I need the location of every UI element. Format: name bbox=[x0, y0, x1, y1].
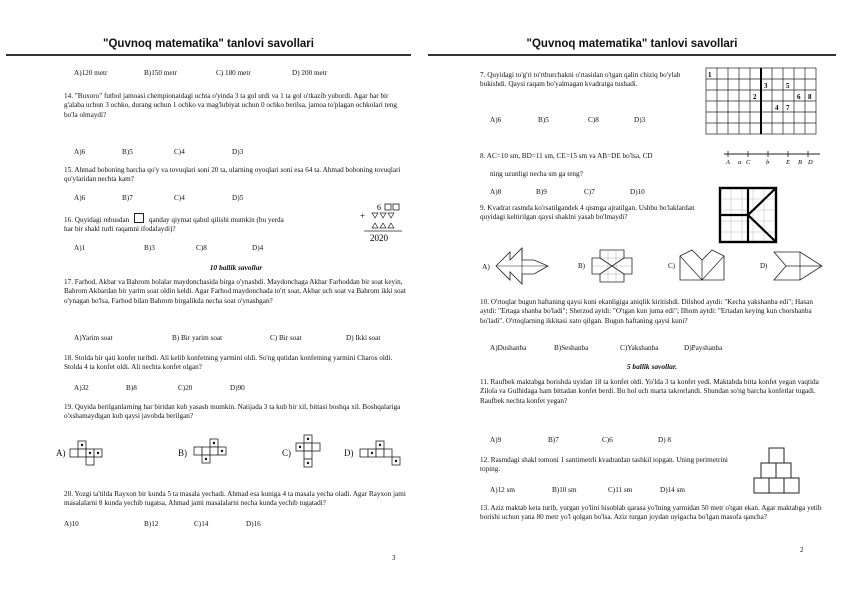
question-14: 14. "Buxoro" futbol jamoasi chempionatdagi uchta o'yinda 3 ta gol urdi va 1 ta gol o'tkazib yubordi. Agar har bir g'alaba uchun 3 ochko, durang uchun 1 ochko va mag'lubiyat uchun 0 ochko berilsa, jamoa to'plagan ochkolari teng bo'la olmaydi? bbox=[64, 92, 398, 119]
net-label-a: A) bbox=[56, 448, 66, 458]
left-page bbox=[6, 8, 411, 588]
question-15: 15. Ahmad boboning barcha qo'y va tovuqlari soni 20 ta, ularning oyoqlari soni esa 64 ta. Ahmad boboning tovuqlari qo'ylaridan nechta kam? bbox=[64, 166, 401, 184]
option-a: A)6 bbox=[74, 194, 86, 202]
option-a: A)8 bbox=[490, 188, 502, 196]
page-title: "Quvnoq matematika" tanlovi savollari bbox=[526, 38, 738, 50]
option-a: A)120 metr bbox=[74, 69, 108, 77]
option-c: C) Bir soat bbox=[270, 334, 302, 342]
option-d: D) Ikki soat bbox=[346, 334, 381, 342]
q17-options bbox=[74, 334, 380, 342]
cube-nets bbox=[56, 434, 406, 474]
grid-label: 7 bbox=[786, 104, 790, 112]
point-label: E bbox=[786, 159, 790, 166]
folding-grid-figure bbox=[704, 66, 820, 138]
title-rule bbox=[428, 54, 836, 56]
section-heading-5: 5 ballik savollar. bbox=[626, 362, 678, 371]
question-11: 11. Raufbek maktabga borishda uyidan 18 ta konfet oldi. Yo'lda 3 ta konfet yedi. Maktabda bitta konfet yegan vaqtida Zilola va Gulhidaga ham bittadan konfet berdi. Bu hol uch marta takrorlandi. Shundan so'ng barcha konfetlar tugadi. Raufbek nechta konfet yegan? bbox=[480, 378, 819, 405]
section-heading-10: 10 ballik savollar bbox=[209, 263, 263, 272]
option-c: C)4 bbox=[174, 194, 185, 202]
option-c: C)Yakshanba bbox=[620, 344, 659, 352]
option-b: B)9 bbox=[536, 188, 547, 196]
segment-line-figure bbox=[722, 146, 822, 166]
question-8: 8. AC=10 sm, BD=11 sm, CE=15 sm va AB=DE bo'lsa, CD bbox=[480, 152, 653, 160]
question-10: 10. O'rtoqlar bugun haftaning qaysi kuni ekanligiga aniqlik kiritishdi. Dilshod aytdi: "Kecha yakshanba edi"; Hasan aytdi: "Ertaga shanba bo'ladi"; Sherzod aytdi: "O'tgan kun juma edi"; Ilhom aytdi: "Ertadan keying kun chorshanba bo'ladi". O'rtoqlarning ikkitasi xato qilgan. Bugun haftaning qaysi kuni? bbox=[480, 298, 813, 325]
net-label-d: D) bbox=[344, 448, 354, 458]
option-c: C)11 sm bbox=[608, 486, 633, 494]
question-19: 19. Quyida berilganlarning har biridan kub yasash mumkin. Natijada 3 ta kub bir xil, bittasi boshqa xil. Boshqalariga o'xshamaydigan kub qaysi javobda berilgan? bbox=[64, 403, 401, 421]
point-label: a bbox=[738, 159, 742, 166]
option-d: D) 8 bbox=[658, 436, 671, 444]
option-b: B)10 sm bbox=[552, 486, 577, 494]
option-b: B)5 bbox=[122, 148, 133, 156]
grid-label: 1 bbox=[708, 71, 712, 79]
rebus-figure bbox=[358, 202, 410, 246]
option-b: B)5 bbox=[538, 116, 549, 124]
option-b: B) Bir yarim soat bbox=[172, 334, 223, 342]
q8-options bbox=[490, 188, 645, 196]
option-d: D)3 bbox=[232, 148, 244, 156]
shape-options bbox=[480, 246, 825, 286]
point-label: A bbox=[726, 159, 730, 166]
grid-label: 2 bbox=[753, 93, 757, 101]
option-a: A)32 bbox=[74, 384, 89, 392]
option-a: A)Dushanba bbox=[490, 344, 527, 352]
option-c: C)4 bbox=[174, 148, 185, 156]
option-d: D) 200 metr bbox=[292, 69, 328, 77]
question-20: 20. Yozgi ta'tilda Rayxon bir kunda 5 ta masala yechadi. Ahmad esa kuniga 4 ta masala yecha oladi. Agar Rayxon jami masalalarni 8 kunda yechib tugatsa, Ahmad jami masalalarni necha kunda yechib tugatadi? bbox=[64, 490, 406, 508]
page-number: 2 bbox=[800, 546, 804, 554]
title-rule bbox=[6, 54, 411, 56]
shape-label-c: C) bbox=[668, 262, 675, 270]
square-symbol bbox=[134, 213, 144, 223]
net-label-b: B) bbox=[178, 448, 187, 458]
q16-options bbox=[74, 244, 263, 252]
q20-options bbox=[64, 520, 261, 528]
option-d: D)5 bbox=[232, 194, 244, 202]
grid-label: 8 bbox=[808, 93, 812, 101]
option-b: B)12 bbox=[144, 520, 159, 528]
option-d: D)10 bbox=[630, 188, 645, 196]
shape-label-d: D) bbox=[760, 262, 768, 270]
cube-net-d bbox=[358, 440, 404, 466]
question-8-cont: ning uzunligi necha sm ga teng? bbox=[490, 170, 583, 178]
page-number: 3 bbox=[392, 554, 396, 562]
shape-label-b: B) bbox=[578, 262, 585, 270]
point-label: b bbox=[766, 159, 770, 166]
point-label: D bbox=[808, 159, 813, 166]
rebus-plus: + bbox=[360, 211, 366, 221]
net-label-c: C) bbox=[282, 448, 291, 458]
option-c: C)20 bbox=[178, 384, 193, 392]
q15-options bbox=[74, 194, 243, 202]
option-b: B)3 bbox=[144, 244, 155, 252]
option-d: D)Payshanba bbox=[684, 344, 723, 352]
divided-square-figure bbox=[718, 186, 780, 244]
option-a: A)12 sm bbox=[490, 486, 515, 494]
shape-a bbox=[494, 246, 550, 286]
option-d: D)16 bbox=[246, 520, 261, 528]
cube-net-a bbox=[68, 440, 114, 466]
question-18: 18. Stolda bir qati konfet turibdi. Ali kelib konfetning yarmini oldi. So'ng qutidan konfetning yarmini Charos oldi. Stolda 4 ta konfet oldi. Ali nechta konfet olgan? bbox=[64, 354, 393, 372]
option-c: C)8 bbox=[588, 116, 599, 124]
option-a: A)6 bbox=[74, 148, 86, 156]
stacked-squares-figure bbox=[752, 446, 802, 496]
shape-d bbox=[772, 248, 824, 284]
question-9: 9. Kvadrat rasmda ko'rsatilgandek 4 qismga ajratilgan. Ushbu bo'laklardan quyidagi keltirilgan qaysi shaklni yasab bo'lmaydi? bbox=[480, 204, 695, 222]
option-a: A)9 bbox=[490, 436, 502, 444]
option-d: D)90 bbox=[230, 384, 245, 392]
point-label: C bbox=[746, 159, 751, 166]
shape-label-a: A) bbox=[482, 262, 490, 271]
q10-options bbox=[490, 344, 722, 352]
option-d: D)3 bbox=[634, 116, 646, 124]
cube-net-b bbox=[192, 438, 238, 468]
grid-label: 3 bbox=[764, 82, 768, 90]
q18-options bbox=[74, 384, 245, 392]
cube-net-c bbox=[294, 434, 324, 472]
option-c: C)8 bbox=[196, 244, 207, 252]
q11-options bbox=[490, 436, 671, 444]
option-b: B)Seshanba bbox=[554, 344, 589, 352]
right-page bbox=[428, 8, 836, 588]
option-d: D)14 sm bbox=[660, 486, 685, 494]
option-c: C)14 bbox=[194, 520, 209, 528]
point-label: B bbox=[798, 159, 802, 166]
question-12: 12. Rasmdagi shakl tomoni 1 santimetrli kvadratdan tashkil topgan. Uning perimetrini toping. bbox=[480, 456, 728, 474]
q12-options bbox=[490, 486, 685, 494]
grid-label: 4 bbox=[775, 104, 779, 112]
question-16: 16. Quyidagi rebusdan qanday qiymat qabul qilishi mumkin (bu yerda har bir shakl turli raqamni ifodalaydi)? bbox=[64, 213, 354, 235]
question-7: 7. Quyidagi to'g'ri to'rtburchakni o'rtasidan o'tgan qalin chiziq bo'ylab bukishdi. Qaysi raqam bo'yalmagan kvadratga tushadi. bbox=[480, 71, 681, 89]
option-a: A)6 bbox=[490, 116, 502, 124]
rebus-digit: 6 bbox=[377, 203, 381, 212]
option-c: C)7 bbox=[584, 188, 595, 196]
grid-label: 5 bbox=[786, 82, 790, 90]
page-title: "Quvnoq matematika" tanlovi savollari bbox=[103, 38, 314, 50]
option-b: B)7 bbox=[548, 436, 559, 444]
option-a: A)Yarim soat bbox=[74, 334, 113, 342]
shape-b bbox=[590, 246, 634, 286]
question-13: 13. Aziz maktab keta turib, yurgan yo'lini hisoblab qarasa yo'lning yarmidan 50 metr o'tgan ekan. Agar maktabga yetib borishi uchun yana 80 metr yo'l qolgan bo'lsa. Aziz turgan joydan uyigacha bo'lgan masofa qancha? bbox=[480, 504, 822, 522]
shape-c bbox=[678, 248, 726, 284]
option-b: B)8 bbox=[126, 384, 137, 392]
option-b: B)150 metr bbox=[144, 69, 177, 77]
rebus-result: 2020 bbox=[370, 233, 388, 243]
question-17: 17. Farhod, Akbar va Bahrom bolalar maydonchasida birga o'ynashdi. Maydonchaga Akbar Farhoddan bir soat keyin, Bahrom Akbardan bir yarim soat oldin keldi. Agar Farhod maydonchada to'rt soat, Akbar uch soat va Bahrom ikki soat o'ynagan bo'lsa, Farhod bilan Bahrom birgalikda necha soat o'ynashgan? bbox=[64, 278, 406, 305]
q7-options bbox=[490, 116, 645, 124]
option-a: A)10 bbox=[64, 520, 79, 528]
option-b: B)7 bbox=[122, 194, 133, 202]
option-a: A)1 bbox=[74, 244, 86, 252]
q14-options bbox=[74, 148, 243, 156]
option-c: C)6 bbox=[602, 436, 613, 444]
grid-label: 6 bbox=[797, 93, 801, 101]
q13-options bbox=[74, 69, 374, 77]
option-c: C) 180 metr bbox=[216, 69, 251, 77]
option-d: D)4 bbox=[252, 244, 264, 252]
